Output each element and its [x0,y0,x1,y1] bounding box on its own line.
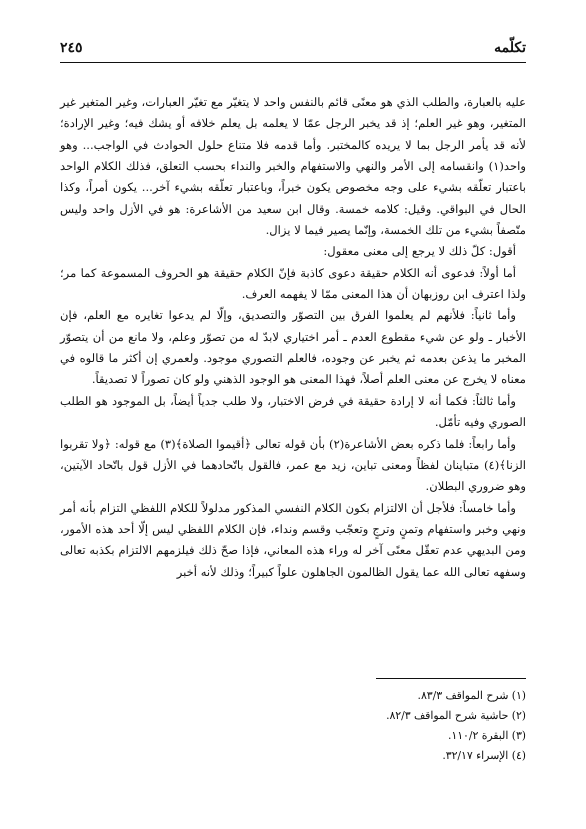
footnote-4: (٤) الإسراء ٣٢/١٧. [442,749,526,762]
paragraph-4: وأما ثانياً: فلأنهم لم يعلموا الفرق بين التصوّر والتصديق، وإلّا لم يدعوا تغايره مع العلم، فإن الأخبار ـ ولو عن شيء مقطوع العدم ـ أمر اختياري لابدّ له من تصوّر وعلم، ولا مانع من أن يتصوّر المخبر ما يذعن بعدمه ثم يخبر عن وجوده، فالعلم التصوري موجود. ولعمري إن أكثر ما قالوه في معناه لا يخرج عن معنى العلم أصلاً، فهذا المعنى هو الوجود الذهني ولو كان تصوراً لا تصديقاً. [60,308,526,387]
paragraph-2: أقول: كلّ ذلك لا يرجع إلى معنى معقول: [323,244,516,259]
footnote-3: (٣) البقرة ١١٠/٢. [447,729,526,742]
paragraph-5: وأما ثالثاً: فكما أنه لا إرادة حقيقة في فرض الاختبار، ولا طلب جدياً أيضاً، بل الموجود هو الطلب الصوري وفيه تأمّل. [60,393,526,430]
paragraph-3: أما أولاً: فدعوى أنه الكلام حقيقة دعوى كاذبة فإنّ الكلام حقيقة هو الحروف المسموعة كما مر؛ ولذا اعترف ابن روزبهان أن هذا المعنى ممّا لا يفهمه العرف. [60,265,526,302]
footnote-2: (٢) حاشية شرح المواقف ٨٢/٣. [386,709,526,722]
body-text [60,92,526,583]
paragraph-7: وأما خامساً: فلأجل أن الالتزام بكون الكلام النفسي المذكور مدلولاً للكلام اللفظي التزام بأنه أمر ونهي وخبر واستفهام وتمنٍ وترجٍ وتعجّب وقسم ونداء، فإن الكلام اللفظي ليس إلّا أحد هذه الأمور، ومن البديهي عدم تعقّل معنًى آخر له وراء هذه المعاني، فإذا صحّ ذلك فيلزمهم الالتزام بكذبه تعالى وسفهه تعالى الله عما يقول الظالمون الجاهلون علواً كبيراً؛ وذلك لأنه أخبر [60,500,526,579]
footnote-divider [376,678,526,679]
footnote-1: (١) شرح المواقف ٨٣/٣. [417,689,526,702]
paragraph-6: وأما رابعاً: فلما ذكره بعض الأشاعرة(٢) بأن قوله تعالى ﴿أقيموا الصلاة﴾(٣) مع قوله: ﴿ولا تقربوا الزنا﴾(٤) متباينان لفظاً ومعنى تباين، زيد مع عمر، فالقول باتّحادهما في الأزل قول باتّحاد الآيتين، وهو ضروري البطلان. [60,436,526,494]
footnotes [60,686,526,766]
paragraph-1: عليه بالعبارة، والطلب الذي هو معنًى قائم بالنفس واحد لا يتغيّر مع تغيّر العبارات، وغير المتغير غير المتغير، وهو غير العلم؛ إذ قد يخبر الرجل عمّا لا يعلمه بل يعلم خلافه أو يشك فيه؛ وغير الإرادة؛ لأنه قد يأمر الرجل بما لا يريده كالمختبر. وأما قدمه فلا متناع حلول الحوادث في الواجب... وهو واحد(١) وانقسامه إلى الأمر والنهي والاستفهام والخبر والنداء بحسب التعلق، فذلك الكلام الواحد باعتبار تعلّقه بشيء على وجه مخصوص يكون خبراً، وباعتبار تعلّقه بشيء آخر... يكون أمراً، وكذا الحال في البواقي. وقيل: كلامه خمسة. وقال ابن سعيد من الأشاعرة: هو في الأزل واحد وليس متّصفاً بشيء من تلك الخمسة، وإنّما يصير فيما لا يزال. [60,95,526,238]
running-head-title: تكلّمه [494,40,526,56]
page-number: ٢٤٥ [60,40,83,56]
page-header [60,40,526,63]
